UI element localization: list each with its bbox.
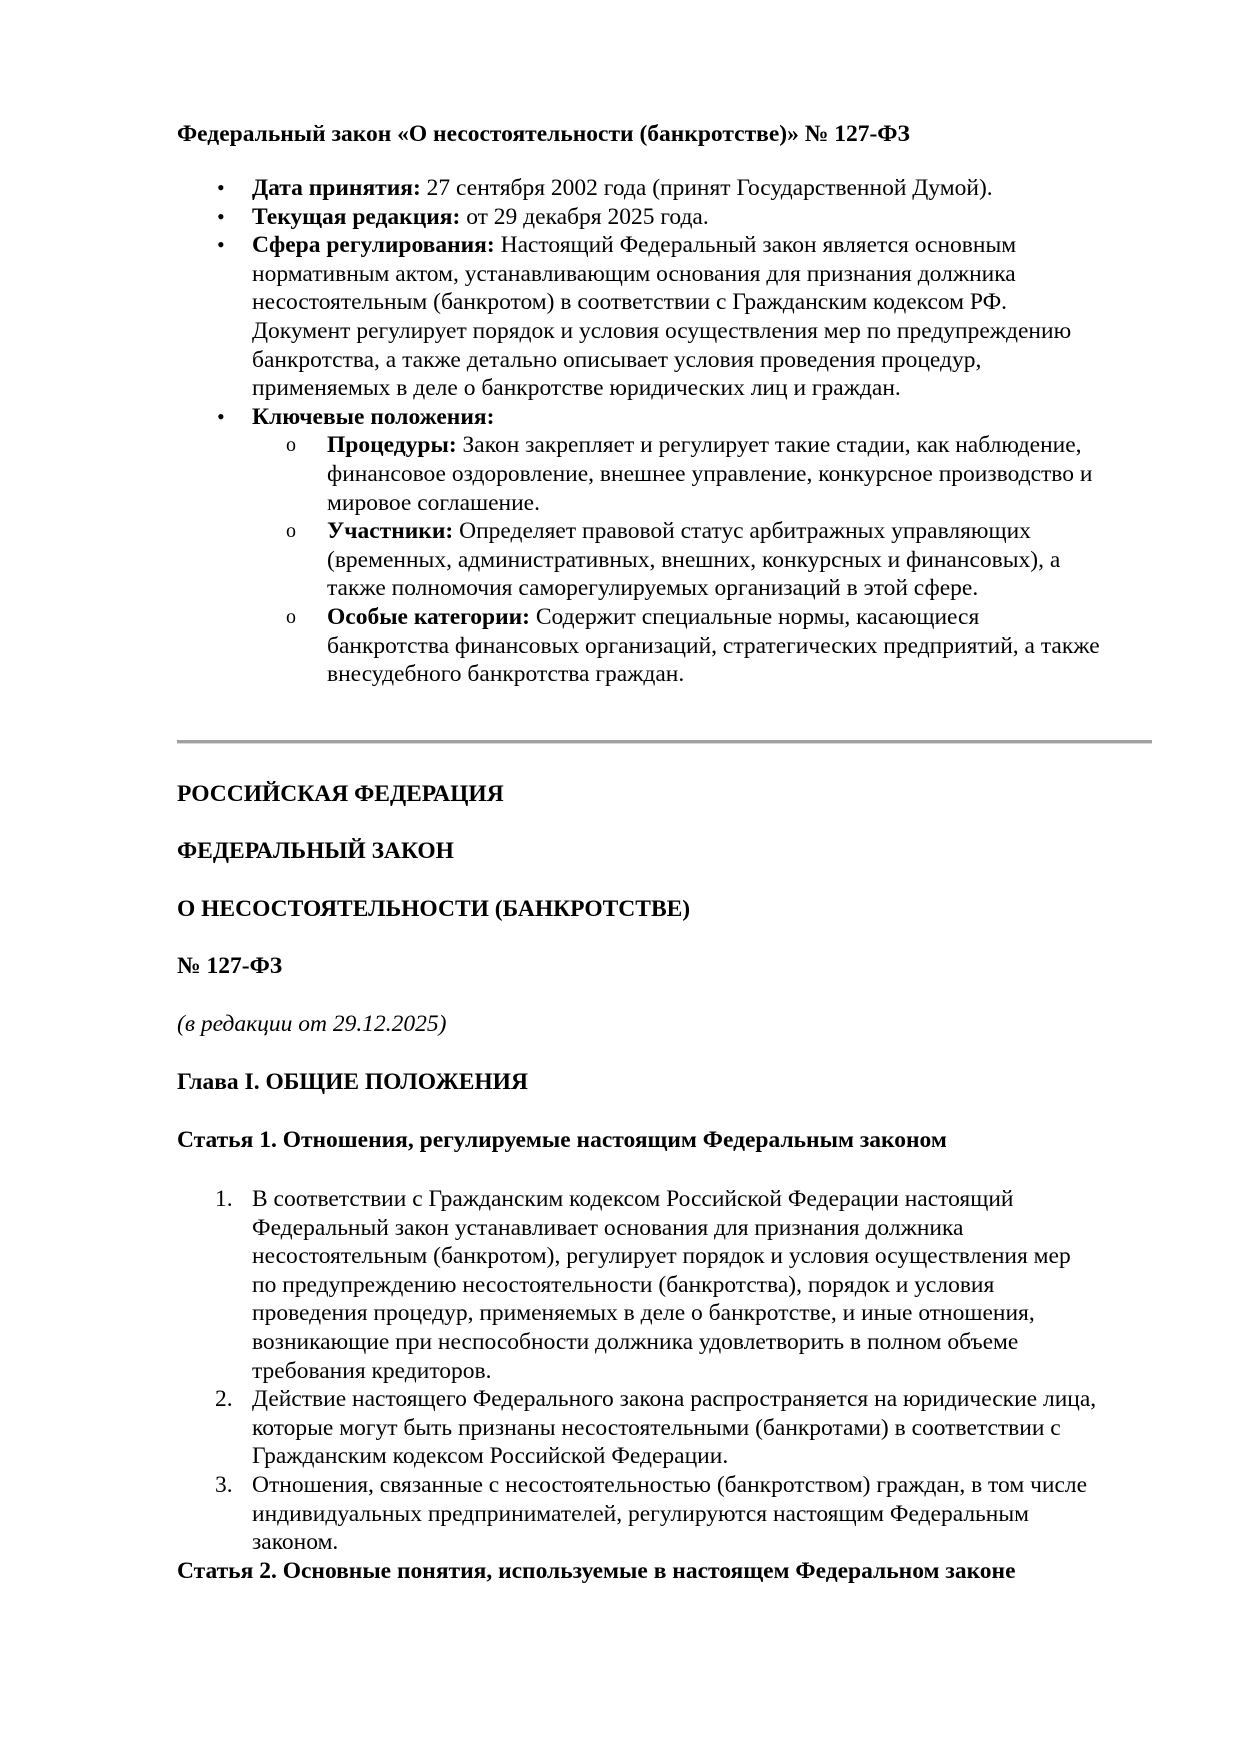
sub-item-label: Участники: — [327, 518, 454, 545]
law-doc-type: ФЕДЕРАЛЬНЫЙ ЗАКОН — [177, 838, 454, 864]
item-label: Дата принятия: — [252, 175, 421, 201]
law-edition: (в редакции от 29.12.2025) — [177, 1011, 447, 1037]
item-label: Ключевые положения: — [252, 403, 495, 430]
item-label: Текущая редакция: — [252, 203, 461, 230]
list-item: • Сфера регулирования: Настоящий Федеральный закон является основным нормативным актом, устанавливающим основания для признания должника несостоятельным (банкротом) в соответствии с Гражданским кодексом РФ. Документ регулирует порядок и условия осуществления мер по предупреждению банкротства, а также детально описывает условия проведения процедур, применяемых в деле о банкротстве юридических лиц и граждан. — [217, 232, 1072, 402]
law-name: О НЕСОСТОЯТЕЛЬНОСТИ (БАНКРОТСТВЕ) — [177, 896, 691, 922]
item-number: 3. — [215, 1471, 233, 1498]
summary-list — [177, 174, 1152, 689]
sub-list-item: o Участники: Определяет правовой статус арбитражных управляющих (временных, административных, внешних, конкурсных и финансовых), а также полномочия саморегулируемых организаций в этой сфере. — [286, 518, 1061, 602]
article-1-heading: Статья 1. Отношения, регулируемые настоящим Федеральным законом — [177, 1127, 947, 1153]
sub-list — [252, 431, 1152, 688]
summary-title: Федеральный закон «О несостоятельности (банкротстве)» № 127-ФЗ — [177, 121, 910, 147]
circle-bullet-icon: o — [286, 520, 296, 543]
sub-item-label: Особые категории: — [327, 603, 530, 630]
list-item: 3. Отношения, связанные с несостоятельностью (банкротством) граждан, в том числе индивидуальных предпринимателей, регулируются настоящим Федеральным законом. — [215, 1471, 1088, 1556]
bullet-icon: • — [217, 232, 225, 258]
law-number: № 127-ФЗ — [177, 953, 283, 979]
bullet-icon: • — [217, 175, 225, 200]
article-2-heading: Статья 2. Основные понятия, используемые в настоящем Федеральном законе — [177, 1558, 1016, 1584]
sub-list-item: o Особые категории: Содержит специальные нормы, касающиеся банкротства финансовых организаций, стратегических предприятий, а также внесудебного банкротства граждан. — [286, 603, 1100, 688]
circle-bullet-icon: o — [286, 434, 296, 457]
chapter-heading: Глава I. ОБЩИЕ ПОЛОЖЕНИЯ — [177, 1069, 528, 1095]
sub-item-label: Процедуры: — [327, 432, 457, 459]
bullet-icon: • — [217, 403, 225, 429]
law-country: РОССИЙСКАЯ ФЕДЕРАЦИЯ — [177, 781, 504, 807]
list-item: • Дата принятия: 27 сентября 2002 года (принят Государственной Думой). — [217, 175, 993, 201]
item-number: 1. — [215, 1186, 233, 1212]
sub-list-item: o Процедуры: Закон закрепляет и регулирует такие стадии, как наблюдение, финансовое оздоровление, внешнее управление, конкурсное производство и мировое соглашение. — [286, 432, 1093, 516]
list-item: • Текущая редакция: от 29 декабря 2025 года. — [217, 203, 709, 230]
bullet-icon: • — [217, 203, 225, 229]
horizontal-divider — [177, 740, 1152, 744]
item-label: Сфера регулирования: — [252, 232, 495, 259]
list-item: 2. Действие настоящего Федерального закона распространяется на юридические лица, которые могут быть признаны несостоятельными (банкротами) в соответствии с Гражданским кодексом Российской Федерации. — [215, 1386, 1097, 1470]
list-item — [177, 403, 1152, 689]
list-item: 1. В соответствии с Гражданским кодексом Российской Федерации настоящий Федеральный закон устанавливает основания для признания должника несостоятельным (банкротом), регулирует порядок и условия осуществления мер по предупреждению несостоятельности (банкротства), порядок и условия проведения процедур, применяемых в деле о банкротстве, и иные отношения, возникающие при неспособности должника удовлетворить в полном объеме требования кредиторов. — [215, 1186, 1071, 1384]
article-1-list — [177, 1185, 1152, 1557]
item-number: 2. — [215, 1386, 233, 1413]
circle-bullet-icon: o — [286, 605, 296, 628]
